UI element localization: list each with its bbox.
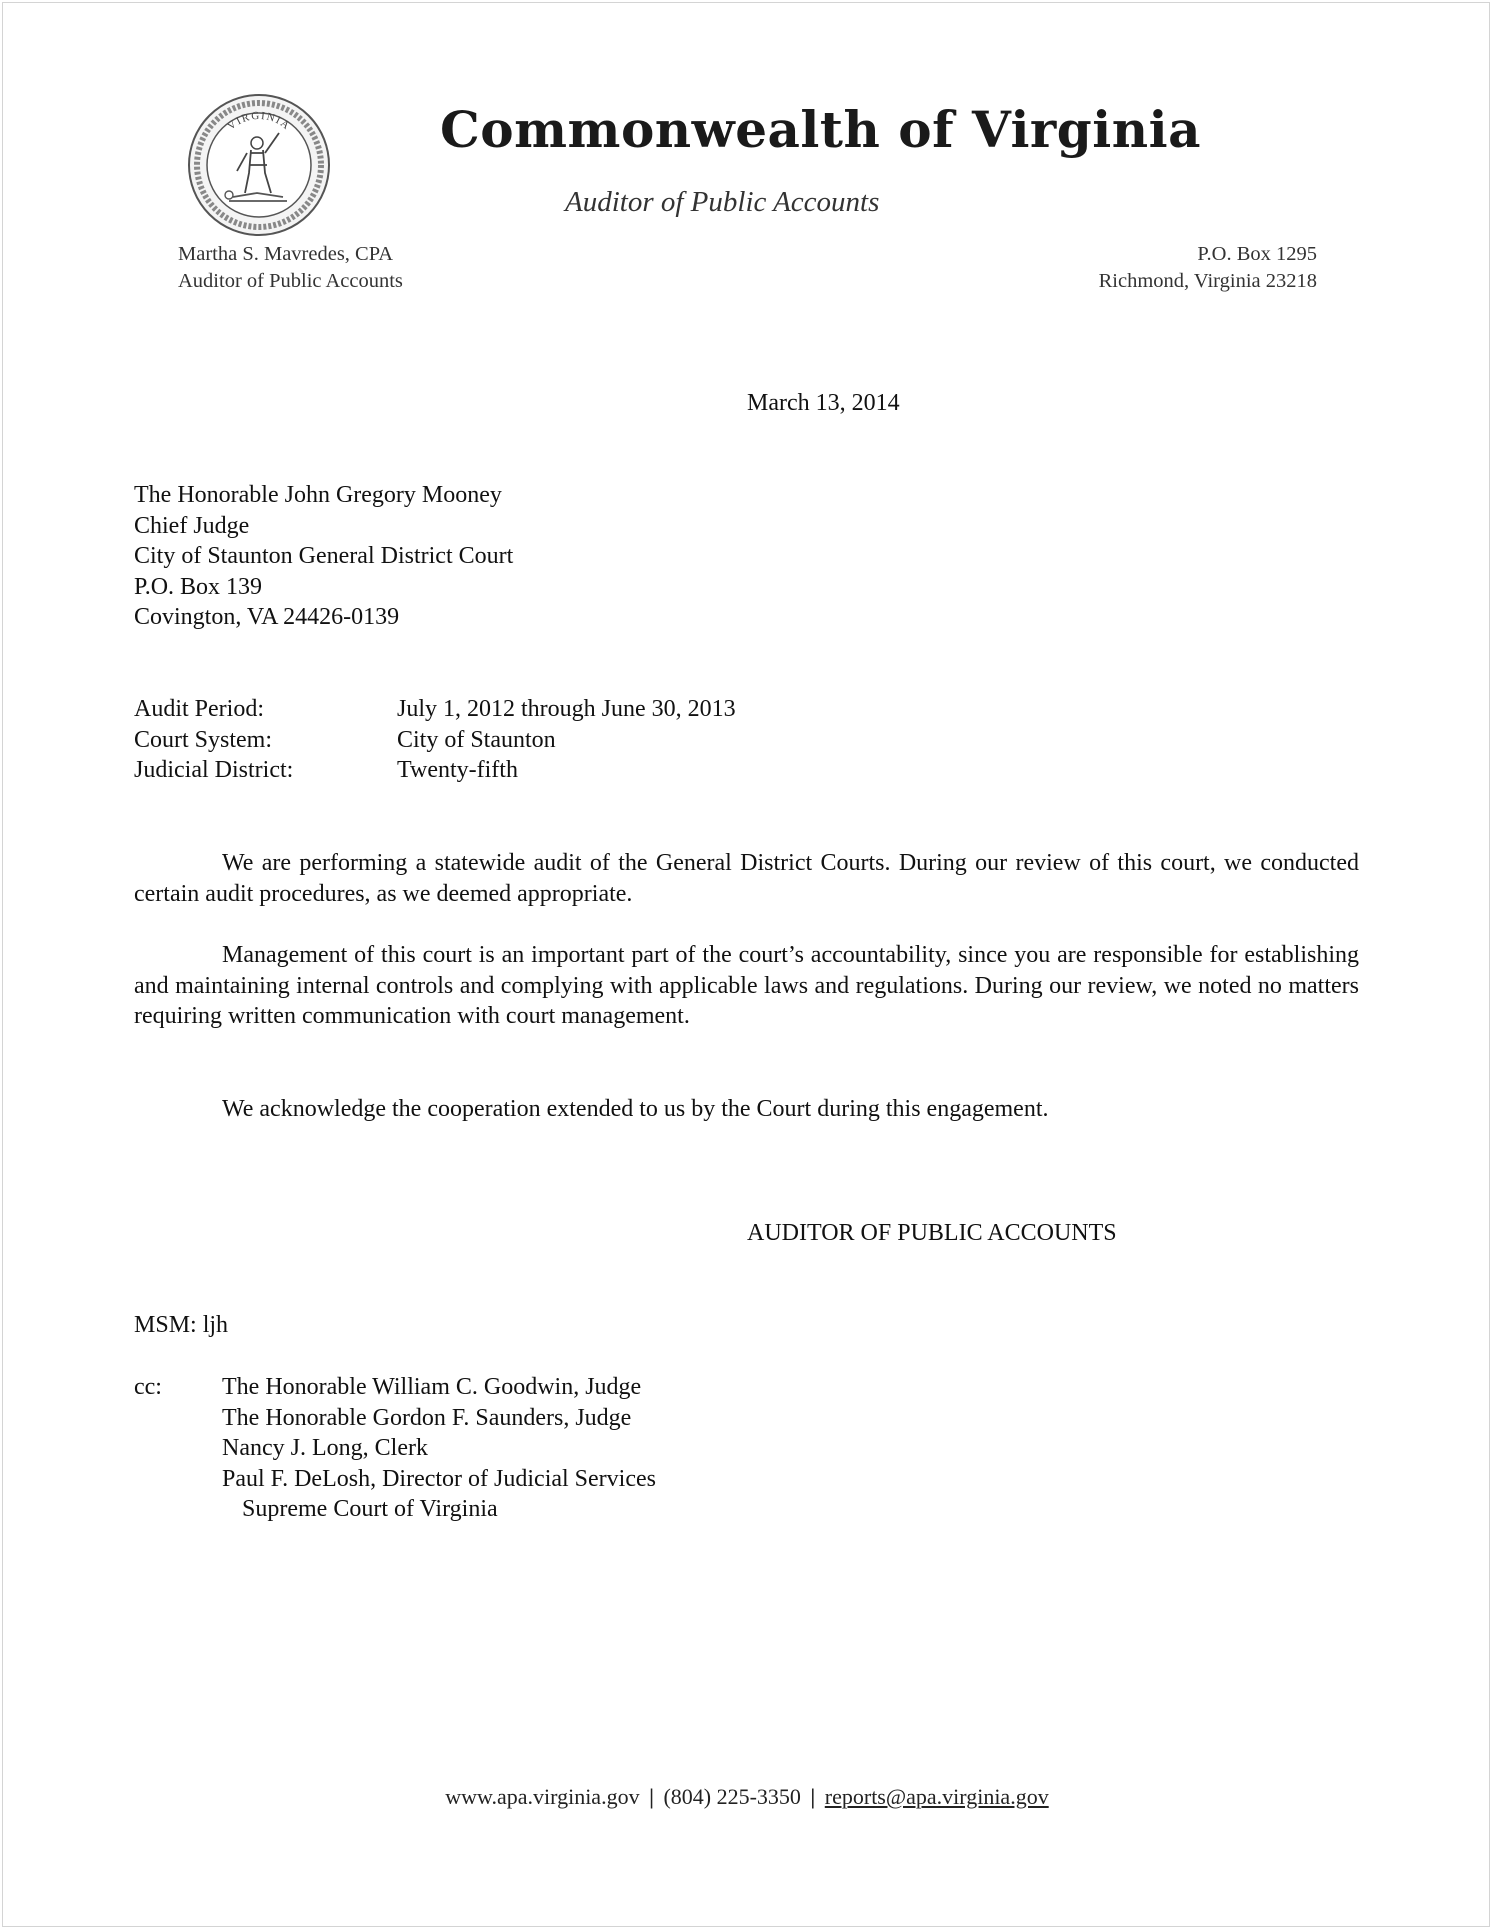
organization-name: Commonwealth of Virginia (440, 100, 1201, 159)
virginia-state-seal-icon (187, 93, 331, 237)
po-box: P.O. Box 1295 (1197, 243, 1317, 265)
footer-separator: | (649, 1784, 654, 1809)
cc-recipient: Nancy J. Long, Clerk (222, 1435, 428, 1461)
audit-info-label: Court System: (134, 726, 273, 753)
letterhead-right-block (1099, 241, 1317, 295)
cc-recipient: Paul F. DeLosh, Director of Judicial Services (222, 1465, 656, 1492)
cc-recipient: The Honorable William C. Goodwin, Judge (222, 1374, 642, 1400)
body-paragraph: We acknowledge the cooperation extended to us by the Court during this engagement. (222, 1096, 1049, 1122)
body-paragraph: We are performing a statewide audit of the General District Courts. During our review of this court, we conducted certain audit procedures, as we deemed appropriate. (134, 850, 1359, 907)
recipient-address (134, 480, 513, 633)
body-paragraph: Management of this court is an important part of the court’s accountability, since you are responsible for establishing and maintaining internal controls and complying with applicable laws and regulations. During our review, we noted no matters requiring written communication with court management. (134, 942, 1359, 1029)
address-line: City of Staunton General District Court (134, 543, 514, 569)
cc-recipient: The Honorable Gordon F. Saunders, Judge (222, 1404, 632, 1431)
cc-list (222, 1372, 656, 1525)
address-line: The Honorable John Gregory Mooney (134, 482, 502, 508)
address-line: P.O. Box 139 (134, 573, 263, 600)
auditor-name: Martha S. Mavredes, CPA (178, 243, 394, 265)
audit-info-label: Audit Period: (134, 696, 264, 722)
address-line: Covington, VA 24426-0139 (134, 604, 400, 630)
cc-recipient-subline: Supreme Court of Virginia (242, 1496, 498, 1522)
footer-phone: (804) 225-3350 (663, 1784, 801, 1809)
seal-text: VIRGINIA (225, 109, 293, 133)
footer-email-link[interactable]: reports@apa.virginia.gov (824, 1784, 1049, 1809)
cc-label: cc: (134, 1374, 162, 1400)
audit-info-value: City of Staunton (397, 726, 556, 753)
address-line: Chief Judge (134, 512, 250, 539)
footer-separator: | (810, 1784, 816, 1809)
audit-info-label: Judicial District: (134, 757, 294, 783)
footer (0, 1784, 1494, 1810)
footer-website-link[interactable]: www.apa.virginia.gov (445, 1784, 640, 1809)
audit-info-row (134, 755, 834, 786)
city-state-zip: Richmond, Virginia 23218 (1098, 270, 1317, 292)
letter-date: March 13, 2014 (747, 390, 900, 416)
audit-info-row (134, 725, 834, 756)
audit-info-value: July 1, 2012 through June 30, 2013 (397, 696, 736, 722)
letterhead-left-block (178, 241, 403, 295)
organization-subtitle: Auditor of Public Accounts (565, 186, 880, 218)
signature-block: AUDITOR OF PUBLIC ACCOUNTS (747, 1220, 1117, 1246)
audit-info-block (134, 694, 834, 786)
auditor-title: Auditor of Public Accounts (178, 270, 403, 292)
audit-info-value: Twenty-fifth (397, 757, 518, 783)
audit-info-row (134, 694, 834, 725)
typist-initials: MSM: ljh (134, 1312, 229, 1338)
